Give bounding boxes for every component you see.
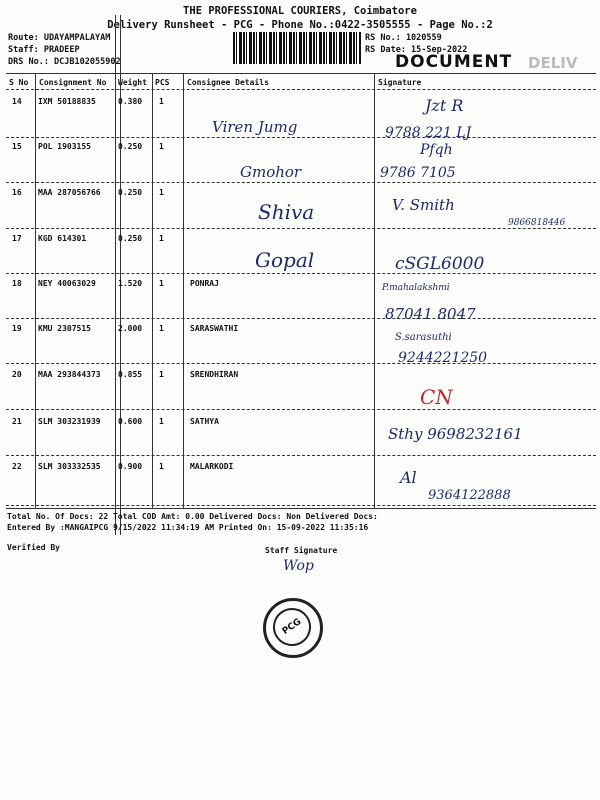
row-weight: 0.250	[118, 234, 143, 243]
handwritten-signature: Al	[400, 468, 417, 487]
table-bottom-rule	[6, 508, 596, 509]
staff-label: Staff: PRADEEP	[8, 45, 80, 55]
row-sno: 14	[12, 97, 22, 106]
handwritten-phone: Sthy 9698232161	[388, 425, 523, 443]
handwritten-name: Shiva	[258, 200, 315, 224]
row-divider	[6, 137, 596, 138]
handwritten-phone: 9788 221 LJ	[385, 125, 472, 141]
handwritten-phone: 9866818446	[508, 218, 566, 228]
row-consignee: SRENDHIRAN	[190, 370, 239, 379]
document-stamp: DOCUMENT	[395, 52, 513, 72]
handwritten-signature: Pfqh	[420, 142, 453, 158]
table-header-rule	[6, 89, 596, 90]
handwritten-phone: 87041 8047	[385, 305, 476, 323]
row-divider	[6, 318, 596, 319]
col-divider	[120, 15, 121, 535]
row-consignee: SATHYA	[190, 417, 219, 426]
row-consignment: NEY 40063029	[38, 279, 96, 288]
row-consignment: POL 1903155	[38, 142, 91, 151]
row-weight: 2.000	[118, 324, 143, 333]
row-consignment: KMU 2307515	[38, 324, 91, 333]
row-consignee: MALARKODI	[190, 462, 234, 471]
row-weight: 0.250	[118, 142, 143, 151]
col-header-consignee: Consignee Details	[187, 78, 269, 87]
document-stamp-faded: DELIV	[528, 54, 578, 72]
row-pcs: 1	[159, 417, 164, 426]
handwritten-phone: 9786 7105	[380, 165, 456, 181]
staff-signature-label: Staff Signature	[265, 546, 338, 555]
row-divider	[6, 182, 596, 183]
table-top-rule	[6, 73, 596, 74]
row-weight: 0.250	[118, 188, 143, 197]
row-pcs: 1	[159, 97, 164, 106]
seal-text: PCG	[266, 601, 319, 654]
row-weight: 0.900	[118, 462, 143, 471]
handwritten-name: Gmohor	[240, 163, 302, 181]
row-divider	[6, 273, 596, 274]
handwritten-signature: S.sarasuthi	[395, 332, 452, 343]
runsheet-title: Delivery Runsheet - PCG - Phone No.:0422-3505555 - Page No.:2	[107, 19, 493, 31]
row-sno: 16	[12, 188, 22, 197]
rs-number: RS No.: 1020559	[365, 33, 442, 43]
drs-number: DRS No.: DCJB102055902	[8, 57, 121, 67]
row-weight: 0.600	[118, 417, 143, 426]
handwritten-signature: V. Smith	[392, 196, 455, 214]
staff-signature-scribble: Wop	[283, 558, 314, 574]
col-divider	[115, 15, 116, 535]
footer-entered: Entered By :MANGAIPCG 9/15/2022 11:34:19 AM Printed On: 15-09-2022 11:35:16	[7, 523, 369, 532]
col-divider	[35, 73, 36, 508]
handwritten-signature: cSGL6000	[395, 254, 485, 274]
company-seal	[263, 598, 323, 658]
handwritten-phone: 9364122888	[428, 488, 511, 503]
col-header-sno: S No	[9, 78, 29, 87]
handwritten-name: Gopal	[255, 248, 315, 272]
row-pcs: 1	[159, 370, 164, 379]
row-sno: 20	[12, 370, 22, 379]
row-divider	[6, 409, 596, 410]
row-pcs: 1	[159, 142, 164, 151]
handwritten-signature: Jzt R	[425, 96, 464, 115]
verified-by-label: Verified By	[7, 543, 60, 552]
row-divider	[6, 228, 596, 229]
col-header-consignment: Consignment No	[39, 78, 107, 87]
row-consignment: SLM 303231939	[38, 417, 101, 426]
rs-date: RS Date: 15-Sep-2022	[365, 45, 468, 55]
row-pcs: 1	[159, 188, 164, 197]
row-weight: 0.380	[118, 97, 143, 106]
col-header-pcs: PCS	[155, 78, 170, 87]
barcode-image	[233, 32, 361, 64]
row-consignment: IXM 50188835	[38, 97, 96, 106]
col-header-weight: Weight	[118, 78, 147, 87]
row-divider	[6, 455, 596, 456]
row-sno: 17	[12, 234, 22, 243]
row-consignee: PONRAJ	[190, 279, 219, 288]
row-sno: 21	[12, 417, 22, 426]
col-header-signature: Signature	[378, 78, 422, 87]
row-divider	[6, 505, 596, 506]
row-sno: 19	[12, 324, 22, 333]
row-weight: 0.855	[118, 370, 143, 379]
col-divider	[374, 73, 375, 508]
row-consignment: MAA 293844373	[38, 370, 101, 379]
row-sno: 18	[12, 279, 22, 288]
row-consignment: MAA 287056766	[38, 188, 101, 197]
company-title: THE PROFESSIONAL COURIERS, Coimbatore	[183, 5, 417, 17]
row-sno: 22	[12, 462, 22, 471]
col-divider	[183, 73, 184, 508]
handwritten-phone: 9244221250	[398, 350, 488, 366]
handwritten-name: Viren Jumg	[212, 118, 298, 136]
row-consignment: KGD 614301	[38, 234, 87, 243]
row-consignment: SLM 303332535	[38, 462, 101, 471]
footer-totals: Total No. Of Docs: 22 Total COD Amt: 0.00 Delivered Docs: Non Delivered Docs:	[7, 512, 378, 521]
row-pcs: 1	[159, 324, 164, 333]
row-pcs: 1	[159, 462, 164, 471]
row-pcs: 1	[159, 234, 164, 243]
row-pcs: 1	[159, 279, 164, 288]
row-consignee: SARASWATHI	[190, 324, 239, 333]
route-label: Route: UDAYAMPALAYAM	[8, 33, 111, 43]
handwritten-signature: CN	[420, 385, 453, 409]
col-divider	[152, 73, 153, 508]
row-sno: 15	[12, 142, 22, 151]
row-divider	[6, 363, 596, 364]
handwritten-signature: P.mahalakshmi	[382, 283, 450, 293]
row-weight: 1.520	[118, 279, 143, 288]
